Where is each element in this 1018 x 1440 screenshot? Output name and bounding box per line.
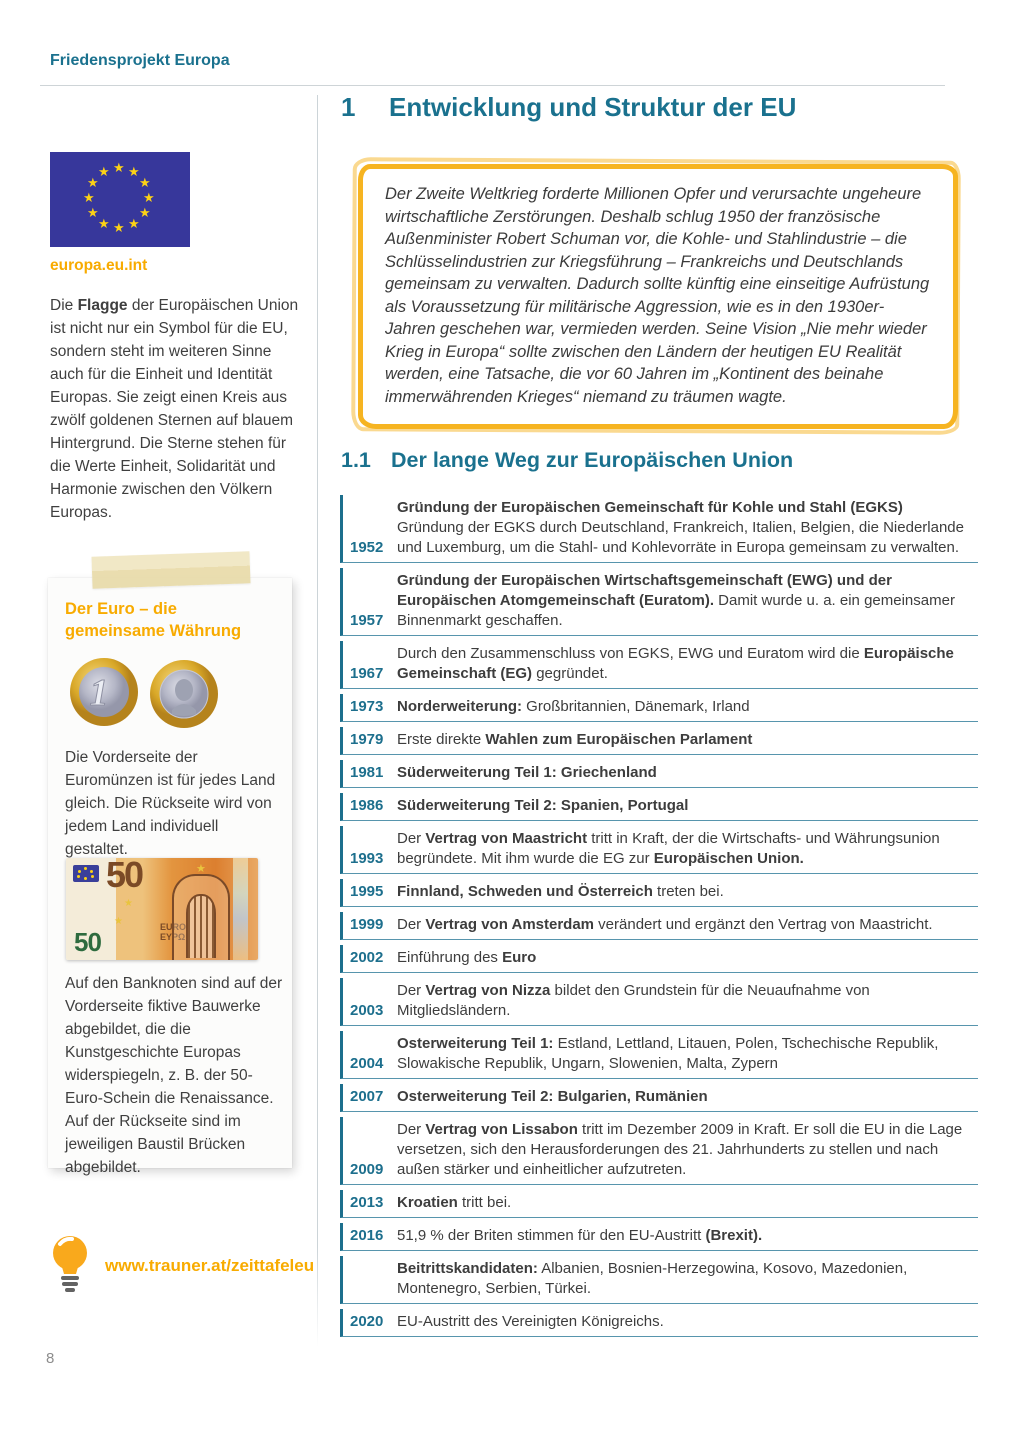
trauner-link[interactable]: www.trauner.at/zeittafeleu xyxy=(105,1256,315,1275)
timeline-row xyxy=(340,912,978,940)
text-segment: Flagge xyxy=(77,297,128,314)
flag-star-icon: ★ xyxy=(98,215,110,231)
timeline-year: 1999 xyxy=(350,916,384,933)
timeline-row xyxy=(340,694,978,722)
text-segment: Die xyxy=(50,297,78,314)
text-segment: Wahlen zum Europäischen Parlament xyxy=(485,731,753,748)
timeline-row xyxy=(340,760,978,788)
timeline-year: 1979 xyxy=(350,731,384,748)
timeline-year: 1986 xyxy=(350,797,384,814)
text-segment: Vertrag von Lissabon xyxy=(425,1121,578,1138)
timeline-year: 2003 xyxy=(350,1002,384,1019)
text-segment: Norderweiterung: xyxy=(397,698,523,715)
timeline-year: 1952 xyxy=(350,539,384,556)
text-segment: Gründung der Europäischen Gemeinschaft für Kohle und Stahl (EGKS) xyxy=(397,499,903,516)
timeline-row xyxy=(340,1223,978,1251)
flag-star-icon: ★ xyxy=(128,164,140,180)
timeline-entry-text xyxy=(393,1312,978,1332)
text-segment: Estland, Lettland, Litauen, Polen, Tschechische Republik, Slowakische Republik, Ungarn, Slowenien, Malta, Zypern xyxy=(397,1035,939,1072)
section-number: 1.1 xyxy=(341,448,371,472)
section-title: Der lange Weg zur Europäischen Union xyxy=(391,448,794,472)
text-segment: 51,9 % der Briten stimmen für den EU-Austritt xyxy=(397,1227,706,1244)
timeline-entry-text xyxy=(393,730,978,750)
timeline-row xyxy=(340,879,978,907)
timeline-row xyxy=(340,495,978,563)
flag-star-icon: ★ xyxy=(83,190,95,205)
timeline-row xyxy=(340,1190,978,1218)
intro-box xyxy=(358,164,958,429)
text-segment: Beitrittskandidaten: xyxy=(397,1260,538,1277)
text-segment: Damit wurde u. a. ein gemeinsamer Binnenmarkt geschaffen. xyxy=(397,592,955,629)
chapter-number: 1 xyxy=(341,92,356,122)
timeline-entry-text xyxy=(393,1120,978,1180)
text-segment: Osterweiterung Teil 2: Bulgarien, Rumänien xyxy=(397,1088,708,1105)
timeline-entry-text xyxy=(393,915,978,935)
text-segment: Der xyxy=(397,830,426,847)
timeline-row xyxy=(340,641,978,689)
text-segment: EU-Austritt des Vereinigten Königreichs. xyxy=(397,1313,664,1330)
timeline-year: 1957 xyxy=(350,612,384,629)
text-segment: Gründung der Europäischen Wirtschaftsgemeinschaft (EWG) und der Europäischen Atomgemeinschaft (Euratom). xyxy=(397,572,892,609)
flag-star-icon: ★ xyxy=(138,205,151,220)
tape-decoration xyxy=(91,551,250,588)
text-segment: Europäische Gemeinschaft (EG) xyxy=(397,645,954,682)
text-segment: tritt in Kraft, der die Wirtschafts- und Währungsunion begründete. Mit ihm wurde die EG zur xyxy=(397,830,940,867)
timeline-entry-text xyxy=(393,829,978,869)
eu-flag-image xyxy=(50,152,190,247)
timeline-year: 2016 xyxy=(350,1227,384,1244)
text-segment: Europäischen Union. xyxy=(653,850,804,867)
timeline-entry-text xyxy=(393,1034,978,1074)
flag-star-icon: ★ xyxy=(87,205,99,220)
timeline-entry-text xyxy=(393,948,978,968)
section-heading xyxy=(341,448,793,473)
text-segment: Großbritannien, Dänemark, Irland xyxy=(522,698,750,715)
text-segment: Der xyxy=(397,916,426,933)
flag-star-icon: ★ xyxy=(98,164,110,180)
timeline-row xyxy=(340,568,978,636)
note-title: Der Euro – die gemeinsame Währung xyxy=(65,600,242,640)
timeline-row xyxy=(340,978,978,1026)
coins-caption: Die Vorderseite der Euromünzen ist für jedes Land gleich. Die Rückseite wird von jedem Land individuell gestaltet. xyxy=(65,749,276,858)
timeline-entry-text xyxy=(393,1087,978,1107)
timeline-row xyxy=(340,945,978,973)
page-header: Friedensprojekt Europa xyxy=(50,52,230,69)
timeline-entry-text xyxy=(393,763,978,783)
text-segment: Gründung der EGKS durch Deutschland, Frankreich, Italien, Belgien, die Niederlande und Luxemburg, um die Stahl- und Kohlevorräte in Europa gemeinsam zu verwalten. xyxy=(397,519,964,556)
header-rule xyxy=(40,85,945,86)
timeline-year: 1993 xyxy=(350,850,384,867)
timeline-entry-text xyxy=(393,1193,978,1213)
chapter-title: Entwicklung und Struktur der EU xyxy=(389,92,797,122)
timeline-row xyxy=(340,1084,978,1112)
text-segment: Kroatien xyxy=(397,1194,458,1211)
banknote-denomination-green: 50 xyxy=(74,927,101,957)
timeline-entry-text xyxy=(393,981,978,1021)
banknote-gateway-image xyxy=(172,863,230,960)
text-segment: Einführung des xyxy=(397,949,503,966)
text-segment: (Brexit). xyxy=(705,1227,763,1244)
text-segment: treten bei. xyxy=(652,883,724,900)
timeline-year: 2009 xyxy=(350,1161,384,1178)
banknote-hologram-stripe xyxy=(233,858,248,960)
intro-text: Der Zweite Weltkrieg forderte Millionen Opfer und verursachte ungeheure wirtschaftliche Zerstörungen. Deshalb schlug 1950 der französische Außenminister Robert Schuman vor, die Kohle- und Stahlindustrie – die Schlüsselindustrien zur Kriegsführung – Frankreichs und Deutschlands gemeinsam zu verwalten. Dadurch sollte künftig eine einseitige Aufrüstung als Voraussetzung für militärische Aggression, wie es in den 1930er-Jahren geschehen war, vermieden werden. Seine Vision „Nie mehr wieder Krieg in Europa“ sollte zwischen den Ländern der heutigen EU Realität werden, eine Tatsache, die vor 60 Jahren im „Kontinent des beinahe immerwährenden Krieges“ niemand zu träumen wagte. xyxy=(385,185,930,406)
timeline-year: 2020 xyxy=(350,1313,384,1330)
timeline-year: 2004 xyxy=(350,1055,384,1072)
column-divider xyxy=(317,95,318,1347)
europa-link[interactable]: europa.eu.int xyxy=(50,257,148,274)
timeline-entry-text xyxy=(393,644,978,684)
timeline-row xyxy=(340,826,978,874)
euro-coin-front-image xyxy=(68,656,140,728)
text-segment: Erste direkte xyxy=(397,731,486,748)
banknote-caption: Auf den Banknoten sind auf der Vorderseite fiktive Bauwerke abgebildet, die die Kunstgeschichte Europas widerspiegeln, z. B. der 50-Euro-Schein die Renaissance. Auf der Rückseite sind im jeweiligen Baustil Brücken abgebildet. xyxy=(65,975,283,1176)
flag-star-icon: ★ xyxy=(128,215,140,231)
text-segment: Der xyxy=(397,1121,426,1138)
timeline-entry-text xyxy=(393,796,978,816)
timeline-year: 2013 xyxy=(350,1194,384,1211)
flag-star-icon: ★ xyxy=(143,190,155,205)
timeline xyxy=(340,495,978,1337)
banknote-flag-chip xyxy=(73,865,99,882)
svg-text:1: 1 xyxy=(89,672,109,714)
text-segment: Durch den Zusammenschluss von EGKS, EWG und Euratom wird die xyxy=(397,645,864,662)
timeline-row xyxy=(340,727,978,755)
timeline-entry-text xyxy=(393,882,978,902)
text-segment: Albanien, Bosnien-Herzegowina, Kosovo, Mazedonien, Montenegro, Serbien, Türkei. xyxy=(397,1260,908,1297)
timeline-entry-text xyxy=(393,1259,978,1299)
text-segment: verändert und ergänzt den Vertrag von Maastricht. xyxy=(594,916,933,933)
banknote-50-image xyxy=(66,858,258,960)
banknote-denomination-large: 50 xyxy=(106,858,143,895)
flag-paragraph xyxy=(50,294,304,524)
flag-star-icon: ★ xyxy=(87,175,99,190)
text-segment: tritt bei. xyxy=(457,1194,512,1211)
timeline-entry-text xyxy=(393,571,978,631)
timeline-year: 1973 xyxy=(350,698,384,715)
chapter-heading xyxy=(341,92,796,123)
banknote-euro-word: EURO EYPΩ xyxy=(160,922,187,942)
timeline-row xyxy=(340,793,978,821)
timeline-row xyxy=(340,1309,978,1337)
timeline-row xyxy=(340,1031,978,1079)
banknote-star-icon: ★ xyxy=(124,898,133,909)
timeline-entry-text xyxy=(393,1226,978,1246)
text-segment: gegründet. xyxy=(532,665,608,682)
text-segment: bildet den Grundstein für die Neuaufnahme von Mitgliedsländern. xyxy=(397,982,870,1019)
text-segment: Vertrag von Amsterdam xyxy=(425,916,595,933)
text-segment: Finnland, Schweden und Österreich xyxy=(397,883,653,900)
timeline-row xyxy=(340,1256,978,1304)
timeline-year: 2002 xyxy=(350,949,384,966)
page-number: 8 xyxy=(46,1350,55,1367)
lightbulb-icon xyxy=(48,1234,94,1294)
text-segment: tritt im Dezember 2009 in Kraft. Er soll die EU in die Lage versetzen, sich den Herausforderungen des 21. Jahrhunderts zu stellen und nach außen stärker und einheitlicher aufzutreten. xyxy=(397,1121,963,1178)
euro-coin-back-image xyxy=(148,658,220,730)
timeline-entry-text xyxy=(393,498,978,558)
text-segment: der Europäischen Union ist nicht nur ein Symbol für die EU, sondern steht im weiteren Sinne auch für die Einheit und Identität Europas. Sie zeigt einen Kreis aus zwölf goldenen Sternen auf blauem Hintergrund. Die Sterne stehen für die Werte Einheit, Solidarität und Harmonie zwischen den Völkern Europas. xyxy=(50,297,299,521)
text-segment: Süderweiterung Teil 2: Spanien, Portugal xyxy=(397,797,689,814)
timeline-year: 1967 xyxy=(350,665,384,682)
timeline-year: 1995 xyxy=(350,883,384,900)
timeline-year: 1981 xyxy=(350,764,384,781)
text-segment: Vertrag von Nizza xyxy=(425,982,551,999)
text-segment: Euro xyxy=(502,949,537,966)
text-segment: Osterweiterung Teil 1: xyxy=(397,1035,554,1052)
text-segment: Süderweiterung Teil 1: Griechenland xyxy=(397,764,657,781)
timeline-year: 2007 xyxy=(350,1088,384,1105)
flag-star-icon: ★ xyxy=(113,220,125,235)
timeline-row xyxy=(340,1117,978,1185)
text-segment: Vertrag von Maastricht xyxy=(425,830,588,847)
banknote-star-icon: ★ xyxy=(196,863,206,875)
flag-star-icon: ★ xyxy=(113,160,125,175)
text-segment: Der xyxy=(397,982,426,999)
timeline-entry-text xyxy=(393,697,978,717)
flag-star-icon: ★ xyxy=(138,175,151,190)
banknote-star-icon: ★ xyxy=(114,916,123,927)
